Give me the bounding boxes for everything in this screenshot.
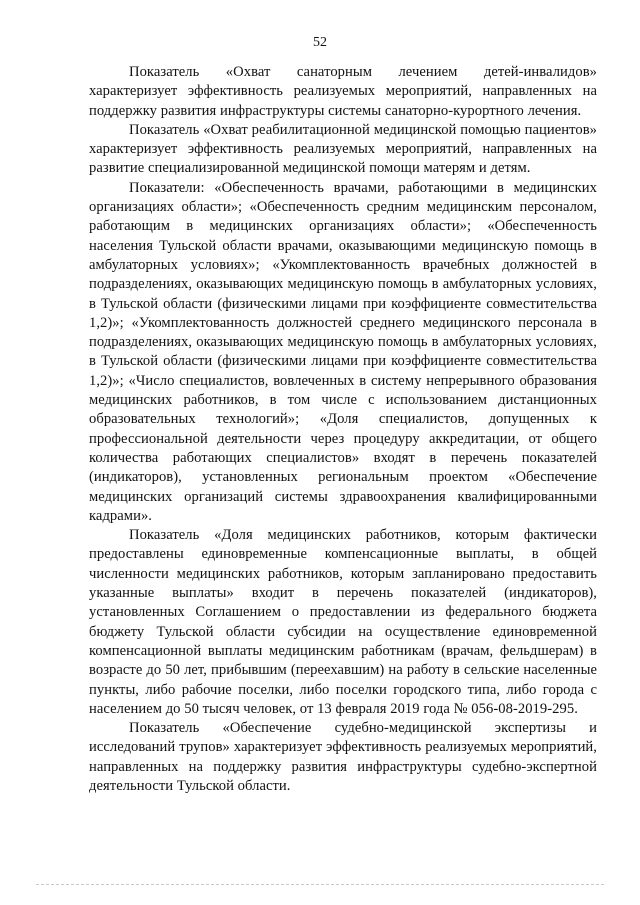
scan-footer-line (36, 884, 604, 885)
paragraph-compensation-payments: Показатель «Доля медицинских работников, которым фактически предоставлены единовременные компенсационные выплаты, в общей численности медицинских работников, которым запланировано предоставить указанные выплаты» входит в перечень показателей (индикаторов), установленных Соглашением о предоставлении из федерального бюджета бюджету Тульской области субсидии на осуществление единовременной компенсационной выплаты медицинским работникам (врачам, фельдшерам) в возрасте до 50 лет, прибывшим (переехавшим) на работу в сельские населенные пункты, либо рабочие поселки, либо поселки городского типа, либо города с населением до 50 тысяч человек, от 13 февраля 2019 года № 056-08-2019-295. (89, 527, 597, 717)
page-number: 52 (313, 35, 327, 50)
paragraph-sanatorium-coverage: Показатель «Охват санаторным лечением детей-инвалидов» характеризует эффективность реализуемых мероприятий, направленных на поддержку развития инфраструктуры системы санаторно-курортного лечения. (89, 64, 597, 119)
document-body (89, 63, 597, 796)
paragraph-forensic-examination: Показатель «Обеспечение судебно-медицинской экспертизы и исследований трупов» характеризует эффективность реализуемых мероприятий, направленных на поддержку развития инфраструктуры судебно-экспертной деятельности Тульской области. (89, 720, 597, 794)
paragraph-staffing-indicators: Показатели: «Обеспеченность врачами, работающими в медицинских организациях области»; «Обеспеченность средним медицинским персоналом, работающим в медицинских организациях области»; «Обеспеченность населения Тульской области врачами, оказывающими медицинскую помощь в амбулаторных условиях»; «Укомплектованность врачебных должностей в подразделениях, оказывающих медицинскую помощь в амбулаторных условиях, в Тульской области (физическими лицами при коэффициенте совместительства 1,2)»; «Укомплектованность должностей среднего медицинского персонала в подразделениях, оказывающих медицинскую помощь в амбулаторных условиях, в Тульской области (физическими лицами при коэффициенте совместительства 1,2)»; «Число специалистов, вовлеченных в систему непрерывного образования медицинских работников, в том числе с использованием дистанционных образовательных технологий»; «Доля специалистов, допущенных к профессиональной деятельности через процедуру аккредитации, от общего количества работающих специалистов» входят в перечень показателей (индикаторов), установленных региональным проектом «Обеспечение медицинских организаций системы здравоохранения квалифицированными кадрами». (89, 179, 597, 524)
paragraph-rehabilitation-coverage: Показатель «Охват реабилитационной медицинской помощью пациентов» характеризует эффективность реализуемых мероприятий, направленных на развитие специализированной медицинской помощи матерям и детям. (89, 121, 597, 177)
